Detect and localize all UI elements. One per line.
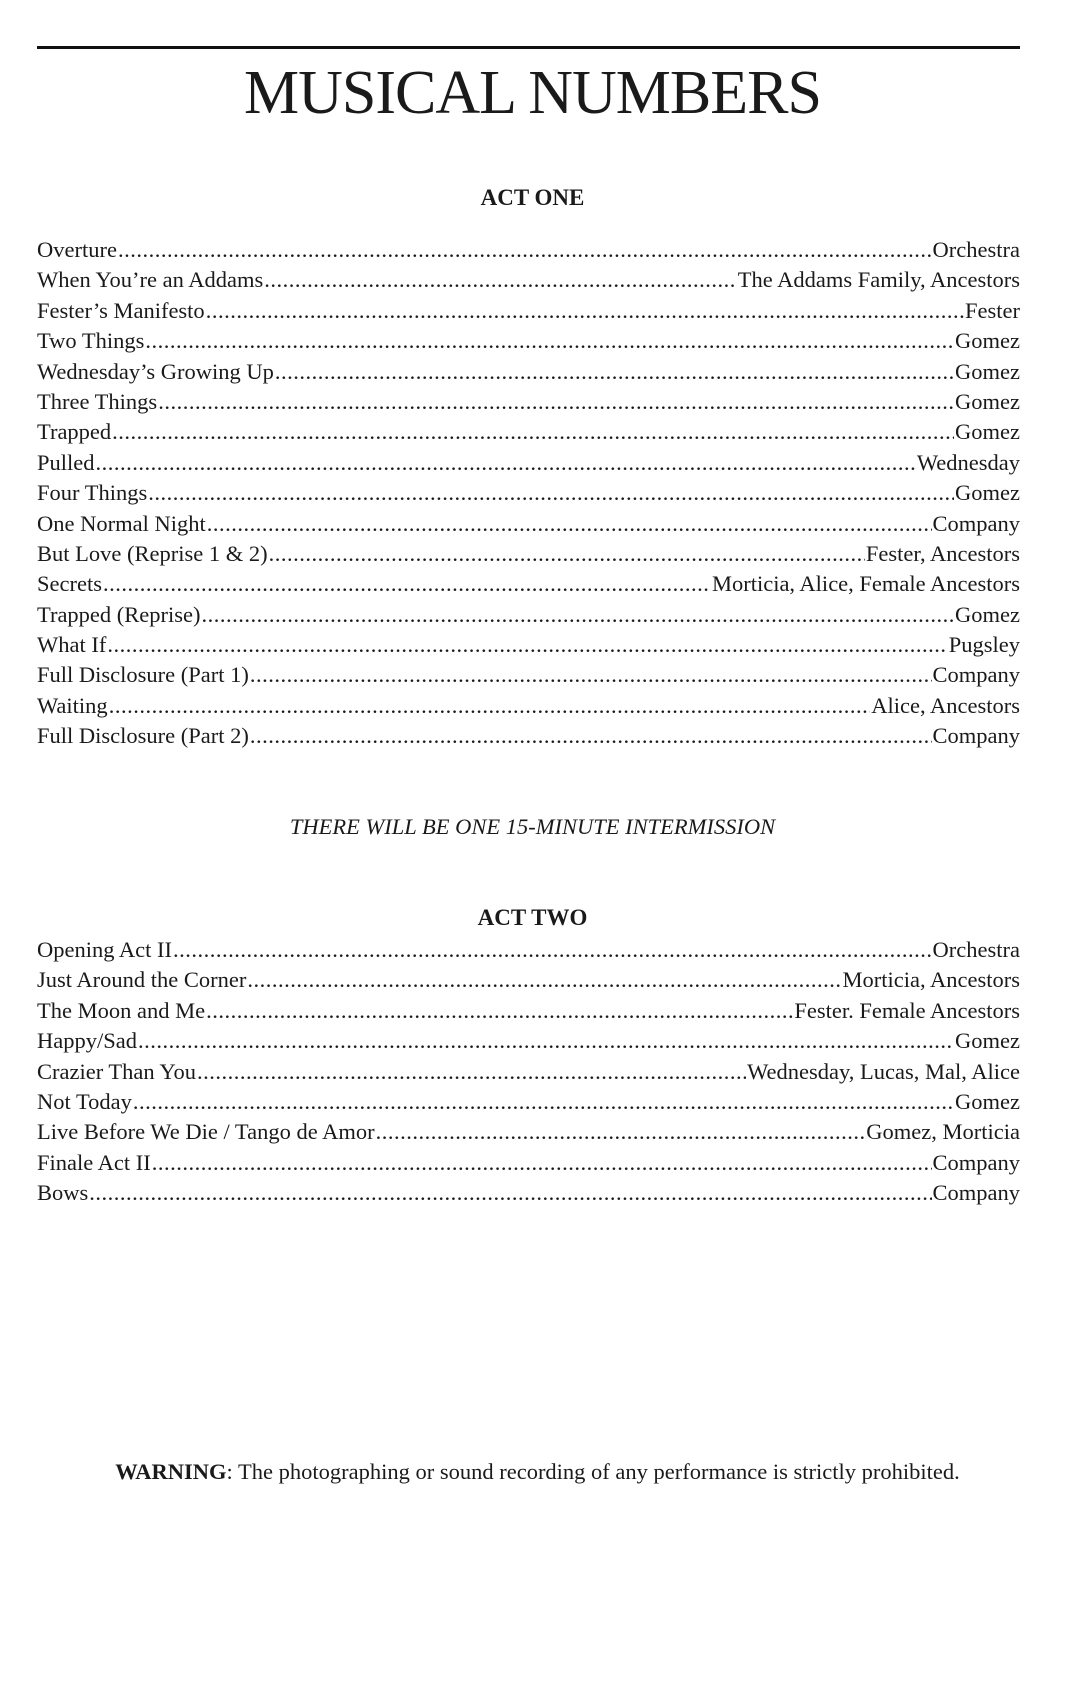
song-title: Bows <box>37 1180 89 1206</box>
song-title: Opening Act II <box>37 937 172 962</box>
song-title: Finale Act II <box>37 1149 151 1175</box>
song-performer: Pugsley <box>948 632 1020 658</box>
song-title: When You’re an Addams <box>37 267 264 293</box>
dot-leader <box>173 935 932 965</box>
song-performer: Gomez <box>955 480 1020 506</box>
song-row <box>37 387 1020 417</box>
act-two-heading: ACT TWO <box>477 905 588 930</box>
song-performer: Alice, Ancestors <box>871 692 1020 718</box>
dot-leader <box>158 387 954 417</box>
song-performer: Wednesday <box>916 449 1020 475</box>
warning-text: : The photographing or sound recording of any performance is strictly prohibited. <box>226 1459 960 1484</box>
song-row <box>37 539 1020 569</box>
song-row <box>37 691 1020 721</box>
act-one-song-list <box>37 235 1020 752</box>
song-title: Full Disclosure (Part 2) <box>37 723 249 749</box>
song-performer: The Addams Family, Ancestors <box>737 267 1020 293</box>
song-row <box>37 660 1020 690</box>
dot-leader <box>107 630 947 660</box>
song-title: Live Before We Die / Tango de Amor <box>37 1119 375 1145</box>
song-title: What If <box>37 632 107 658</box>
song-title: The Moon and Me <box>37 997 206 1023</box>
song-title: Two Things <box>37 328 145 354</box>
song-row <box>37 265 1020 295</box>
song-title: Happy/Sad <box>37 1028 137 1054</box>
song-performer: Gomez, Morticia <box>866 1119 1020 1145</box>
song-title: But Love (Reprise 1 & 2) <box>37 540 268 566</box>
dot-leader <box>206 296 964 326</box>
dot-leader <box>133 1087 954 1117</box>
dot-leader <box>206 996 793 1026</box>
song-title: Just Around the Corner <box>37 967 247 993</box>
song-title: Not Today <box>37 1088 132 1114</box>
dot-leader <box>275 357 954 387</box>
dot-leader <box>145 326 954 356</box>
dot-leader <box>148 478 954 508</box>
song-performer: Gomez <box>955 1028 1020 1054</box>
dot-leader <box>103 569 711 599</box>
dot-leader <box>89 1178 931 1208</box>
song-row <box>37 721 1020 751</box>
song-performer: Company <box>932 662 1020 688</box>
song-row <box>37 630 1020 660</box>
song-performer: Morticia, Ancestors <box>842 967 1020 993</box>
dot-leader <box>269 539 865 569</box>
song-title: Waiting <box>37 692 108 718</box>
song-performer: Wednesday, Lucas, Mal, Alice <box>747 1058 1020 1084</box>
song-title: Secrets <box>37 571 102 597</box>
act-two-song-list <box>37 935 1020 1209</box>
song-performer: Gomez <box>955 388 1020 414</box>
dot-leader <box>138 1026 954 1056</box>
song-row <box>37 569 1020 599</box>
song-row <box>37 600 1020 630</box>
song-row <box>37 1026 1020 1056</box>
dot-leader <box>109 691 871 721</box>
song-row <box>37 448 1020 478</box>
song-title: Crazier Than You <box>37 1058 196 1084</box>
song-performer: Gomez <box>955 358 1020 384</box>
dot-leader <box>202 600 955 630</box>
song-row <box>37 1087 1020 1117</box>
dot-leader <box>207 509 932 539</box>
dot-leader <box>250 660 932 690</box>
song-title: Fester’s Manifesto <box>37 297 205 323</box>
page-title: MUSICAL NUMBERS <box>244 59 821 127</box>
song-row <box>37 935 1020 965</box>
song-title: Overture <box>37 237 117 262</box>
song-title: Trapped (Reprise) <box>37 601 201 627</box>
song-row <box>37 417 1020 447</box>
song-performer: Fester <box>965 297 1020 323</box>
song-performer: Morticia, Alice, Female Ancestors <box>711 571 1020 597</box>
dot-leader <box>112 417 954 447</box>
song-performer: Company <box>932 1149 1020 1175</box>
song-performer: Company <box>932 510 1020 536</box>
song-performer: Fester, Ancestors <box>865 540 1020 566</box>
song-performer: Orchestra <box>932 237 1020 262</box>
song-row <box>37 996 1020 1026</box>
dot-leader <box>247 965 841 995</box>
song-row <box>37 1148 1020 1178</box>
song-row <box>37 1117 1020 1147</box>
song-performer: Company <box>932 723 1020 749</box>
song-row <box>37 965 1020 995</box>
intermission-notice: THERE WILL BE ONE 15-MINUTE INTERMISSION <box>289 814 776 839</box>
song-title: One Normal Night <box>37 510 206 536</box>
song-row <box>37 1057 1020 1087</box>
song-performer: Orchestra <box>932 937 1020 962</box>
song-title: Three Things <box>37 388 158 414</box>
dot-leader <box>197 1057 746 1087</box>
top-rule-divider <box>37 46 1020 49</box>
song-performer: Company <box>932 1180 1020 1206</box>
song-row <box>37 478 1020 508</box>
song-row <box>37 1178 1020 1208</box>
song-performer: Gomez <box>955 419 1020 445</box>
song-performer: Gomez <box>955 1088 1020 1114</box>
song-row <box>37 357 1020 387</box>
song-title: Trapped <box>37 419 112 445</box>
song-row <box>37 235 1020 265</box>
warning-label: WARNING <box>115 1459 227 1484</box>
song-title: Four Things <box>37 480 148 506</box>
song-performer: Gomez <box>955 328 1020 354</box>
dot-leader <box>96 448 916 478</box>
song-performer: Fester. Female Ancestors <box>794 997 1020 1023</box>
song-title: Wednesday’s Growing Up <box>37 358 274 384</box>
song-performer: Gomez <box>955 601 1020 627</box>
song-row <box>37 509 1020 539</box>
dot-leader <box>118 235 932 265</box>
act-one-heading: ACT ONE <box>480 185 585 210</box>
warning-notice <box>0 1458 1075 1486</box>
dot-leader <box>376 1117 866 1147</box>
song-row <box>37 326 1020 356</box>
dot-leader <box>250 721 932 751</box>
song-row <box>37 296 1020 326</box>
song-title: Full Disclosure (Part 1) <box>37 662 249 688</box>
dot-leader <box>152 1148 932 1178</box>
song-title: Pulled <box>37 449 95 475</box>
dot-leader <box>264 265 737 295</box>
